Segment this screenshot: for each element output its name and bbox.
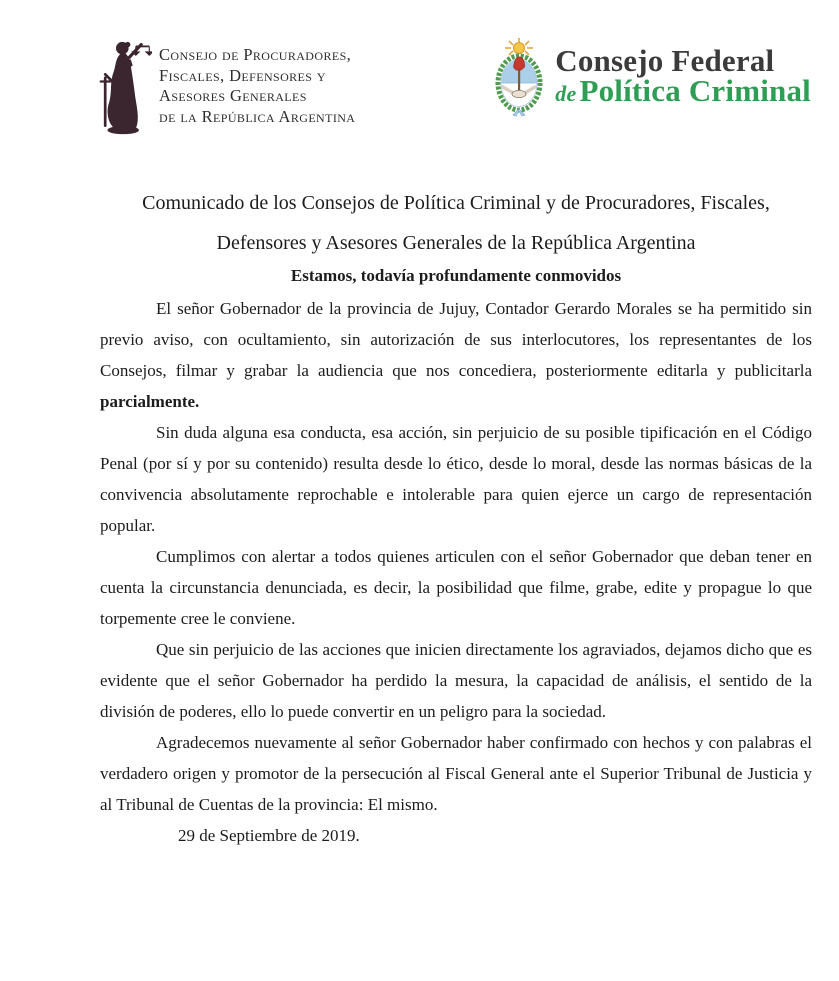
procuradores-logo-line: de la República Argentina	[159, 106, 356, 126]
document-title	[100, 183, 812, 263]
procuradores-logo-line: Asesores Generales	[159, 86, 307, 105]
procuradores-logo-text	[159, 36, 355, 127]
document-title-line2: Defensores y Asesores Generales de la República Argentina	[216, 232, 696, 254]
wordmark-title: Consejo Federal	[555, 43, 775, 78]
argentina-coat-of-arms-icon	[488, 36, 550, 125]
consejo-federal-wordmark	[555, 36, 811, 109]
paragraph-1-text: El señor Gobernador de la provincia de Jujuy, Contador Gerardo Morales se ha permitido sin previo aviso, con ocultamiento, sin autorización de sus interlocutores, los representantes de los Consejos, filmar y grabar la audiencia que nos concediera, posteriormente editarla y publicitarla	[100, 299, 812, 380]
paragraph-2: Sin duda alguna esa conducta, esa acción, sin perjuicio de su posible tipificación en el Código Penal (por sí y por su contenido) resulta desde lo ético, desde lo moral, desde las normas básicas de la convivencia absolutamente reprochable e intolerable para quien ejerce un cargo de representación popular.	[100, 423, 812, 535]
consejo-federal-logo	[488, 36, 811, 125]
wordmark-subtitle-text: Política Criminal	[579, 73, 811, 108]
procuradores-logo-line: Fiscales, Defensores y	[159, 65, 326, 85]
wordmark-de: de	[555, 81, 577, 106]
document-date: 29 de Septiembre de 2019.	[178, 826, 360, 845]
paragraph-1-bold: parcialmente.	[100, 392, 200, 411]
document-title-line1: Comunicado de los Consejos de Política Criminal y de Procuradores, Fiscales,	[142, 192, 770, 214]
document-subtitle: Estamos, todavía profundamente conmovidos	[290, 266, 622, 285]
paragraph-1	[100, 293, 812, 417]
wordmark-subtitle	[555, 73, 811, 109]
paragraph-4: Que sin perjuicio de las acciones que inicien directamente los agraviados, dejamos dicho que es evidente que el señor Gobernador ha perdido la mesura, la capacidad de análisis, el sentido de la división de poderes, ello lo puede convertir en un peligro para la sociedad.	[100, 640, 812, 721]
procuradores-logo-line: Consejo de Procuradores,	[159, 45, 352, 64]
letterhead	[98, 36, 811, 141]
paragraph-3: Cumplimos con alertar a todos quienes articulen con el señor Gobernador que deban tener en cuenta la circunstancia denunciada, es decir, la posibilidad que filme, grabe, edite y propague lo que torpemente cree le conviene.	[100, 547, 812, 628]
justice-statue-icon	[98, 36, 152, 141]
paragraph-5: Agradecemos nuevamente al señor Gobernador haber confirmado con hechos y con palabras el verdadero origen y promotor de la persecución al Fiscal General ante el Superior Tribunal de Justicia y al Tribunal de Cuentas de la provincia: El mismo.	[100, 733, 812, 814]
communique-body	[100, 183, 812, 851]
procuradores-logo	[98, 36, 355, 141]
